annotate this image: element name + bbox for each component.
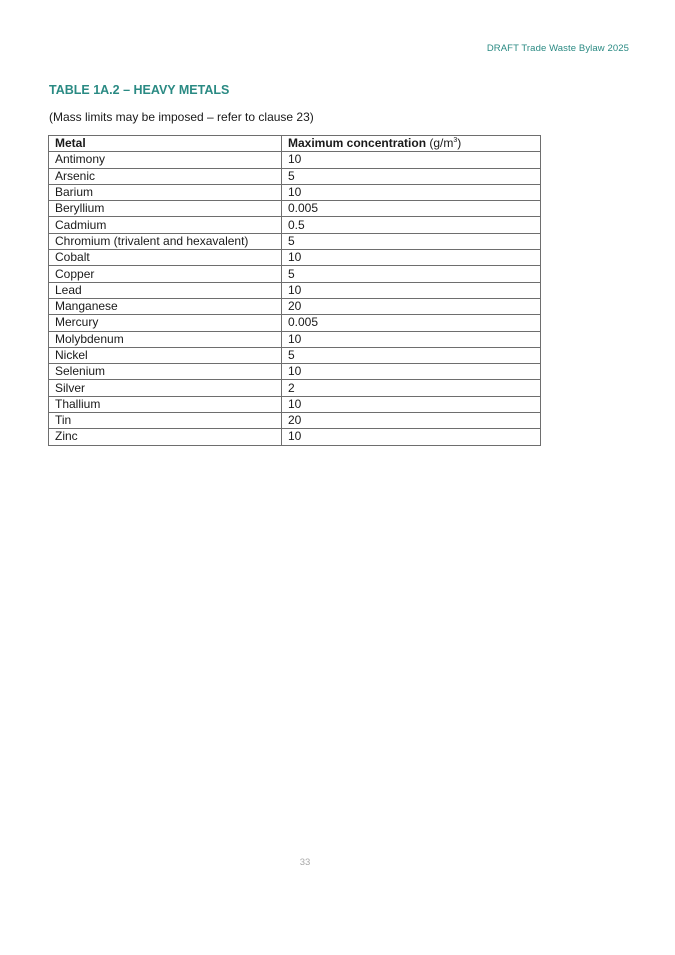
max-concentration-cell: 5: [282, 168, 541, 184]
max-concentration-cell: 10: [282, 396, 541, 412]
table-title: TABLE 1A.2 – HEAVY METALS: [49, 83, 230, 97]
metal-name-cell: Lead: [49, 282, 282, 298]
max-concentration-cell: 5: [282, 347, 541, 363]
table-note: (Mass limits may be imposed – refer to clause 23): [49, 110, 314, 124]
metal-name-cell: Nickel: [49, 347, 282, 363]
table-row: [49, 282, 541, 298]
max-concentration-cell: 5: [282, 266, 541, 282]
table-row: [49, 298, 541, 314]
metal-name-cell: Mercury: [49, 315, 282, 331]
table-row: [49, 184, 541, 200]
metal-name-cell: Selenium: [49, 364, 282, 380]
metal-name-cell: Arsenic: [49, 168, 282, 184]
table-row: [49, 364, 541, 380]
metal-column-header: Metal: [49, 136, 282, 152]
max-concentration-cell: 20: [282, 413, 541, 429]
table-row: [49, 266, 541, 282]
metal-name-cell: Zinc: [49, 429, 282, 445]
metal-name-cell: Chromium (trivalent and hexavalent): [49, 233, 282, 249]
table-row: [49, 347, 541, 363]
max-concentration-label: Maximum concentration: [288, 136, 427, 151]
running-header: DRAFT Trade Waste Bylaw 2025: [486, 43, 629, 54]
max-concentration-column-header: [282, 136, 541, 152]
metal-name-cell: Beryllium: [49, 201, 282, 217]
metal-name-cell: Copper: [49, 266, 282, 282]
max-concentration-cell: 10: [282, 184, 541, 200]
max-concentration-cell: 5: [282, 233, 541, 249]
table-row: [49, 396, 541, 412]
max-concentration-cell: 0.005: [282, 315, 541, 331]
metal-name-cell: Thallium: [49, 396, 282, 412]
heavy-metals-table: [48, 135, 541, 446]
table-row: [49, 250, 541, 266]
metal-name-cell: Molybdenum: [49, 331, 282, 347]
table-row: [49, 152, 541, 168]
max-concentration-cell: 10: [282, 429, 541, 445]
max-concentration-cell: 10: [282, 364, 541, 380]
max-concentration-cell: 20: [282, 298, 541, 314]
max-concentration-cell: 10: [282, 250, 541, 266]
table-row: [49, 217, 541, 233]
max-concentration-cell: 0.005: [282, 201, 541, 217]
metal-name-cell: Barium: [49, 184, 282, 200]
table-body: [49, 152, 541, 445]
table-row: [49, 233, 541, 249]
table-row: [49, 168, 541, 184]
max-concentration-cell: 0.5: [282, 217, 541, 233]
metal-name-cell: Silver: [49, 380, 282, 396]
max-concentration-cell: 10: [282, 282, 541, 298]
table-row: [49, 380, 541, 396]
table-row: [49, 201, 541, 217]
table-row: [49, 331, 541, 347]
table-row: [49, 413, 541, 429]
concentration-unit: $(g/m^3)$: [429, 136, 462, 151]
table-header-row: [49, 136, 541, 152]
page-number: 33: [299, 857, 311, 868]
metal-name-cell: Antimony: [49, 152, 282, 168]
max-concentration-cell: 10: [282, 331, 541, 347]
max-concentration-cell: 2: [282, 380, 541, 396]
metal-name-cell: Cobalt: [49, 250, 282, 266]
table-row: [49, 429, 541, 445]
metal-name-cell: Cadmium: [49, 217, 282, 233]
metal-name-cell: Tin: [49, 413, 282, 429]
metal-name-cell: Manganese: [49, 298, 282, 314]
max-concentration-cell: 10: [282, 152, 541, 168]
table-row: [49, 315, 541, 331]
